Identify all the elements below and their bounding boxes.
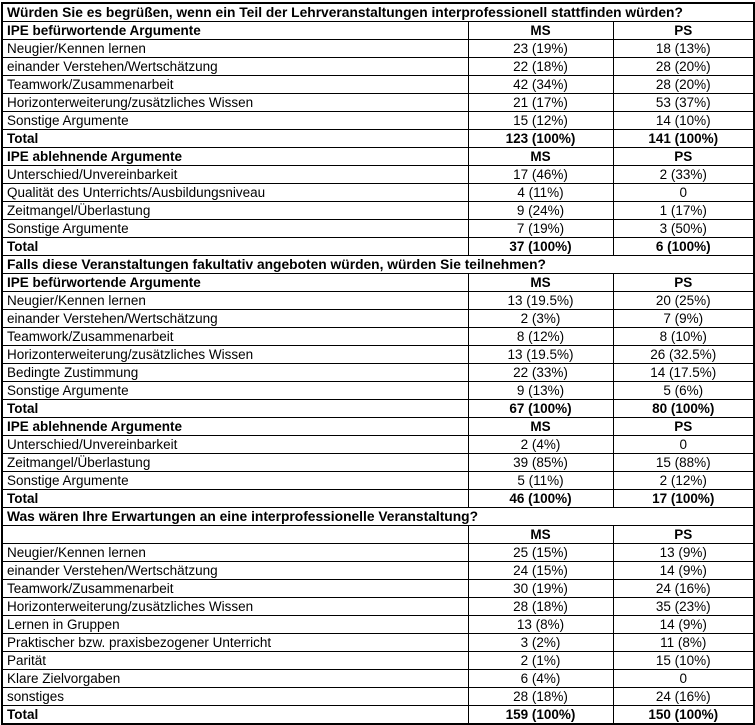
- table-row: [2, 58, 754, 76]
- table-row: [2, 292, 754, 310]
- ms-value: 25 (15%): [468, 544, 613, 562]
- table-row: [2, 94, 754, 112]
- ms-value: 2 (3%): [468, 310, 613, 328]
- row-label: Horizonterweiterung/zusätzliches Wissen: [2, 346, 468, 364]
- ms-value: 2 (4%): [468, 436, 613, 454]
- row-label: Sonstige Argumente: [2, 220, 468, 238]
- question-row: [2, 256, 754, 274]
- ps-value: 0: [613, 436, 754, 454]
- table-row: [2, 328, 754, 346]
- ps-value: 5 (6%): [613, 382, 754, 400]
- table-row: [2, 436, 754, 454]
- ps-value: 53 (37%): [613, 94, 754, 112]
- total-row: [2, 130, 754, 148]
- ms-value: 7 (19%): [468, 220, 613, 238]
- ps-value: 15 (88%): [613, 454, 754, 472]
- ms-value: 23 (19%): [468, 40, 613, 58]
- ps-value: 14 (10%): [613, 112, 754, 130]
- row-label: Neugier/Kennen lernen: [2, 292, 468, 310]
- ms-value: 39 (85%): [468, 454, 613, 472]
- row-label: einander Verstehen/Wertschätzung: [2, 310, 468, 328]
- total-ps-value: 17 (100%): [613, 490, 754, 508]
- group-header-label: IPE ablehnende Argumente: [2, 148, 468, 166]
- row-label: Sonstige Argumente: [2, 112, 468, 130]
- row-label: Unterschied/Unvereinbarkeit: [2, 436, 468, 454]
- total-ms-value: 123 (100%): [468, 130, 613, 148]
- table-row: [2, 382, 754, 400]
- group-header-row: [2, 418, 754, 436]
- column-header-ps: PS: [613, 274, 754, 292]
- ps-value: 8 (10%): [613, 328, 754, 346]
- ms-value: 22 (33%): [468, 364, 613, 382]
- total-row: [2, 400, 754, 418]
- ps-value: 15 (10%): [613, 652, 754, 670]
- table-row: [2, 112, 754, 130]
- ps-value: 24 (16%): [613, 580, 754, 598]
- ps-value: 3 (50%): [613, 220, 754, 238]
- table-row: [2, 652, 754, 670]
- question-text: Würden Sie es begrüßen, wenn ein Teil der Lehrveranstaltungen interprofessionell stattfinden würden?: [2, 3, 754, 22]
- table-row: [2, 472, 754, 490]
- ms-value: 13 (8%): [468, 616, 613, 634]
- row-label: Bedingte Zustimmung: [2, 364, 468, 382]
- ps-value: 7 (9%): [613, 310, 754, 328]
- table-row: [2, 76, 754, 94]
- ps-value: 14 (9%): [613, 616, 754, 634]
- total-row: [2, 490, 754, 508]
- group-header-label: IPE befürwortende Argumente: [2, 274, 468, 292]
- ps-value: 11 (8%): [613, 634, 754, 652]
- ps-value: 28 (20%): [613, 58, 754, 76]
- row-label: Neugier/Kennen lernen: [2, 40, 468, 58]
- ms-value: 15 (12%): [468, 112, 613, 130]
- total-ps-value: 150 (100%): [613, 706, 754, 725]
- total-ms-value: 159 (100%): [468, 706, 613, 725]
- table-body: [2, 3, 754, 724]
- column-header-ps: PS: [613, 418, 754, 436]
- ms-value: 13 (19.5%): [468, 346, 613, 364]
- table-row: [2, 580, 754, 598]
- table-row: [2, 454, 754, 472]
- row-label: Teamwork/Zusammenarbeit: [2, 76, 468, 94]
- table-row: [2, 634, 754, 652]
- row-label: Horizonterweiterung/zusätzliches Wissen: [2, 598, 468, 616]
- row-label: Teamwork/Zusammenarbeit: [2, 328, 468, 346]
- total-row: [2, 706, 754, 725]
- table-row: [2, 184, 754, 202]
- ms-value: 13 (19.5%): [468, 292, 613, 310]
- question-text: Falls diese Veranstaltungen fakultativ angeboten würden, würden Sie teilnehmen?: [2, 256, 754, 274]
- row-label: Parität: [2, 652, 468, 670]
- row-label: einander Verstehen/Wertschätzung: [2, 562, 468, 580]
- row-label: Klare Zielvorgaben: [2, 670, 468, 688]
- row-label: Sonstige Argumente: [2, 472, 468, 490]
- question-text: Was wären Ihre Erwartungen an eine interprofessionelle Veranstaltung?: [2, 508, 754, 526]
- ps-value: 13 (9%): [613, 544, 754, 562]
- table-row: [2, 346, 754, 364]
- ps-value: 0: [613, 670, 754, 688]
- table-row: [2, 166, 754, 184]
- ms-value: 9 (13%): [468, 382, 613, 400]
- table-row: [2, 562, 754, 580]
- total-ps-value: 80 (100%): [613, 400, 754, 418]
- total-ms-value: 67 (100%): [468, 400, 613, 418]
- row-label: Teamwork/Zusammenarbeit: [2, 580, 468, 598]
- group-header-row: [2, 148, 754, 166]
- ps-value: 2 (12%): [613, 472, 754, 490]
- ms-value: 28 (18%): [468, 598, 613, 616]
- group-header-row: [2, 274, 754, 292]
- ms-value: 2 (1%): [468, 652, 613, 670]
- ps-value: 14 (17.5%): [613, 364, 754, 382]
- group-header-row: [2, 526, 754, 544]
- ps-value: 24 (16%): [613, 688, 754, 706]
- row-label: einander Verstehen/Wertschätzung: [2, 58, 468, 76]
- question-row: [2, 3, 754, 22]
- table-row: [2, 598, 754, 616]
- ps-value: 2 (33%): [613, 166, 754, 184]
- row-label: sonstiges: [2, 688, 468, 706]
- total-label: Total: [2, 238, 468, 256]
- table-row: [2, 688, 754, 706]
- total-row: [2, 238, 754, 256]
- row-label: Lernen in Gruppen: [2, 616, 468, 634]
- row-label: Praktischer bzw. praxisbezogener Unterricht: [2, 634, 468, 652]
- row-label: Horizonterweiterung/zusätzliches Wissen: [2, 94, 468, 112]
- total-label: Total: [2, 490, 468, 508]
- row-label: Neugier/Kennen lernen: [2, 544, 468, 562]
- ms-value: 8 (12%): [468, 328, 613, 346]
- question-row: [2, 508, 754, 526]
- ms-value: 17 (46%): [468, 166, 613, 184]
- ms-value: 4 (11%): [468, 184, 613, 202]
- table-row: [2, 40, 754, 58]
- column-header-ps: PS: [613, 526, 754, 544]
- row-label: Unterschied/Unvereinbarkeit: [2, 166, 468, 184]
- table-row: [2, 310, 754, 328]
- table-row: [2, 202, 754, 220]
- column-header-ms: MS: [468, 274, 613, 292]
- total-ms-value: 46 (100%): [468, 490, 613, 508]
- ms-value: 21 (17%): [468, 94, 613, 112]
- total-label: Total: [2, 400, 468, 418]
- column-header-ms: MS: [468, 148, 613, 166]
- row-label: Zeitmangel/Überlastung: [2, 454, 468, 472]
- total-ms-value: 37 (100%): [468, 238, 613, 256]
- ps-value: 26 (32.5%): [613, 346, 754, 364]
- ps-value: 0: [613, 184, 754, 202]
- ps-value: 18 (13%): [613, 40, 754, 58]
- group-header-label: IPE ablehnende Argumente: [2, 418, 468, 436]
- group-header-row: [2, 22, 754, 40]
- table-row: [2, 220, 754, 238]
- row-label: Qualität des Unterrichts/Ausbildungsniveau: [2, 184, 468, 202]
- table-row: [2, 616, 754, 634]
- ps-value: 20 (25%): [613, 292, 754, 310]
- group-header-label: [2, 526, 468, 544]
- column-header-ps: PS: [613, 22, 754, 40]
- ms-value: 28 (18%): [468, 688, 613, 706]
- row-label: Zeitmangel/Überlastung: [2, 202, 468, 220]
- ms-value: 24 (15%): [468, 562, 613, 580]
- ms-value: 5 (11%): [468, 472, 613, 490]
- ps-value: 35 (23%): [613, 598, 754, 616]
- survey-results-table: [1, 2, 755, 725]
- total-label: Total: [2, 706, 468, 725]
- ps-value: 1 (17%): [613, 202, 754, 220]
- ms-value: 9 (24%): [468, 202, 613, 220]
- total-ps-value: 6 (100%): [613, 238, 754, 256]
- ms-value: 42 (34%): [468, 76, 613, 94]
- table-row: [2, 670, 754, 688]
- table-row: [2, 364, 754, 382]
- column-header-ms: MS: [468, 418, 613, 436]
- ps-value: 14 (9%): [613, 562, 754, 580]
- total-label: Total: [2, 130, 468, 148]
- ms-value: 6 (4%): [468, 670, 613, 688]
- column-header-ms: MS: [468, 22, 613, 40]
- table-row: [2, 544, 754, 562]
- column-header-ps: PS: [613, 148, 754, 166]
- ps-value: 28 (20%): [613, 76, 754, 94]
- group-header-label: IPE befürwortende Argumente: [2, 22, 468, 40]
- row-label: Sonstige Argumente: [2, 382, 468, 400]
- total-ps-value: 141 (100%): [613, 130, 754, 148]
- ms-value: 3 (2%): [468, 634, 613, 652]
- column-header-ms: MS: [468, 526, 613, 544]
- ms-value: 22 (18%): [468, 58, 613, 76]
- ms-value: 30 (19%): [468, 580, 613, 598]
